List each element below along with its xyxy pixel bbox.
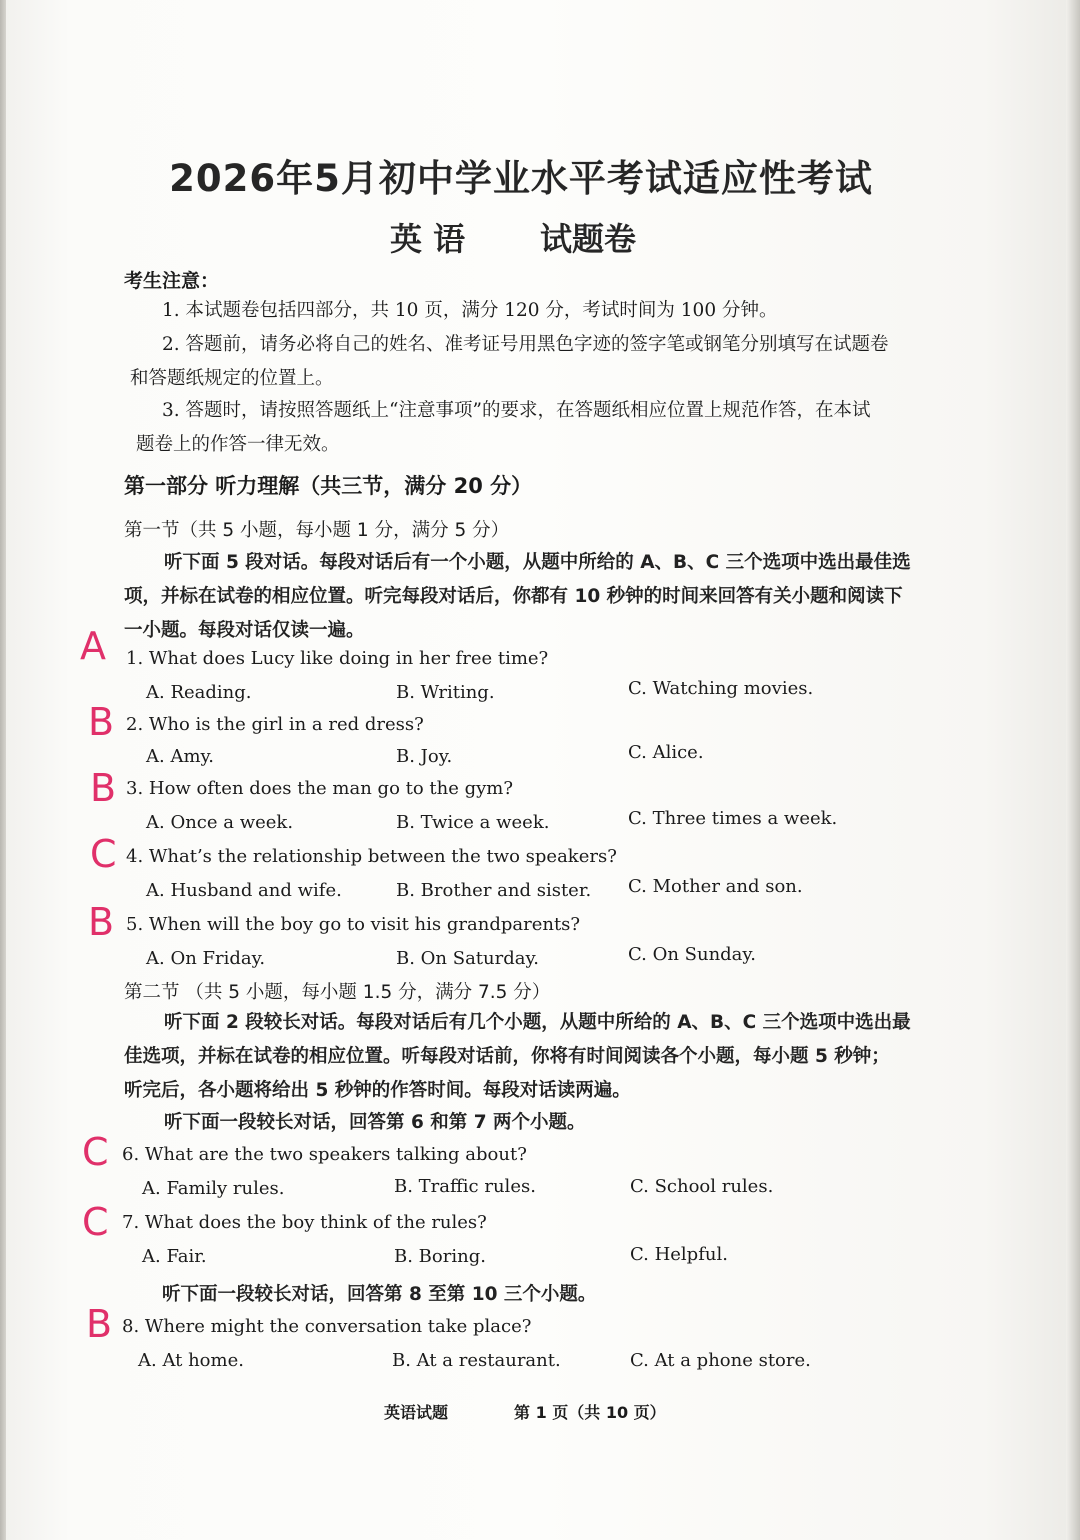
q5-option-b: B. On Saturday.	[396, 948, 539, 969]
question-3: 3. How often does the man go to the gym?	[126, 778, 514, 799]
q4-option-b: B. Brother and sister.	[396, 880, 592, 901]
section2-instruction-1: 听下面 2 段较长对话。每段对话后有几个小题，从题中所给的 A、B、C 三个选项中选出最	[164, 1012, 911, 1033]
notice-line-5: 题卷上的作答一律无效。	[136, 434, 340, 455]
exam-page	[6, 0, 1070, 1540]
q2-option-c: C. Alice.	[628, 742, 704, 763]
answer-mark-q6: C	[82, 1130, 109, 1174]
q7-option-a: A. Fair.	[142, 1246, 207, 1267]
q7-option-c: C. Helpful.	[630, 1244, 728, 1265]
q3-option-b: B. Twice a week.	[396, 812, 550, 833]
q6-option-a: A. Family rules.	[142, 1178, 285, 1199]
q8-option-c: C. At a phone store.	[630, 1350, 811, 1371]
q2-option-a: A. Amy.	[146, 746, 215, 767]
section1-instruction-1: 听下面 5 段对话。每段对话后有一个小题，从题中所给的 A、B、C 三个选项中选出最佳选	[164, 552, 911, 573]
section2-instruction-3: 听完后，各小题将给出 5 秒钟的作答时间。每段对话读两遍。	[124, 1080, 631, 1101]
q7-option-b: B. Boring.	[394, 1246, 486, 1267]
answer-mark-q3: B	[90, 766, 117, 810]
q4-option-c: C. Mother and son.	[628, 876, 803, 897]
dialog1-intro: 听下面一段较长对话，回答第 6 和第 7 两个小题。	[164, 1112, 586, 1133]
notice-heading: 考生注意：	[124, 270, 220, 292]
q3-option-a: A. Once a week.	[146, 812, 294, 833]
subject-label: 英 语	[390, 220, 466, 258]
section1-instruction-3: 一小题。每段对话仅读一遍。	[124, 620, 365, 641]
question-4: 4. What’s the relationship between the two speakers?	[126, 846, 617, 867]
answer-mark-q7: C	[82, 1200, 109, 1244]
notice-line-4: 3. 答题时，请按照答题纸上“注意事项”的要求，在答题纸相应位置上规范作答，在本试	[162, 400, 871, 421]
q4-option-a: A. Husband and wife.	[146, 880, 342, 901]
answer-mark-q1: A	[80, 624, 106, 668]
section2-instruction-2: 佳选项，并标在试卷的相应位置。听每段对话前，你将有时间阅读各个小题，每小题 5 秒钟；	[124, 1046, 890, 1067]
notice-line-1: 1. 本试题卷包括四部分，共 10 页，满分 120 分，考试时间为 100 分钟。	[162, 300, 778, 321]
question-2: 2. Who is the girl in a red dress?	[126, 714, 424, 735]
answer-mark-q5: B	[88, 900, 115, 944]
answer-mark-q2: B	[88, 700, 115, 744]
paper-type-label: 试题卷	[540, 220, 637, 258]
notice-line-2: 2. 答题前，请务必将自己的姓名、准考证号用黑色字迹的签字笔或钢笔分别填写在试题卷	[162, 334, 889, 355]
q1-option-c: C. Watching movies.	[628, 678, 814, 699]
q6-option-c: C. School rules.	[630, 1176, 774, 1197]
footer-page-number: 第 1 页（共 10 页）	[514, 1403, 666, 1422]
answer-mark-q8: B	[86, 1302, 113, 1346]
part1-heading: 第一部分 听力理解（共三节，满分 20 分）	[124, 474, 533, 498]
exam-title: 2026年5月初中学业水平考试适应性考试	[169, 157, 873, 200]
question-5: 5. When will the boy go to visit his grandparents?	[126, 914, 581, 935]
question-1: 1. What does Lucy like doing in her free time?	[126, 648, 549, 669]
question-7: 7. What does the boy think of the rules?	[122, 1212, 487, 1233]
notice-line-3: 和答题纸规定的位置上。	[130, 368, 334, 389]
question-8: 8. Where might the conversation take place?	[122, 1316, 532, 1337]
q5-option-a: A. On Friday.	[146, 948, 266, 969]
q1-option-a: A. Reading.	[146, 682, 252, 703]
q1-option-b: B. Writing.	[396, 682, 495, 703]
answer-mark-q4: C	[90, 832, 117, 876]
question-6: 6. What are the two speakers talking about?	[122, 1144, 527, 1165]
footer-subject: 英语试题	[384, 1403, 449, 1422]
dialog2-intro: 听下面一段较长对话，回答第 8 至第 10 三个小题。	[162, 1284, 597, 1305]
q8-option-b: B. At a restaurant.	[392, 1350, 561, 1371]
q3-option-c: C. Three times a week.	[628, 808, 838, 829]
q6-option-b: B. Traffic rules.	[394, 1176, 536, 1197]
q2-option-b: B. Joy.	[396, 746, 453, 767]
section1-heading: 第一节（共 5 小题，每小题 1 分，满分 5 分）	[124, 520, 510, 541]
q8-option-a: A. At home.	[138, 1350, 244, 1371]
section1-instruction-2: 项，并标在试卷的相应位置。听完每段对话后，你都有 10 秒钟的时间来回答有关小题和阅读下	[124, 586, 903, 607]
q5-option-c: C. On Sunday.	[628, 944, 756, 965]
section2-heading: 第二节 （共 5 小题，每小题 1.5 分，满分 7.5 分）	[124, 982, 551, 1003]
